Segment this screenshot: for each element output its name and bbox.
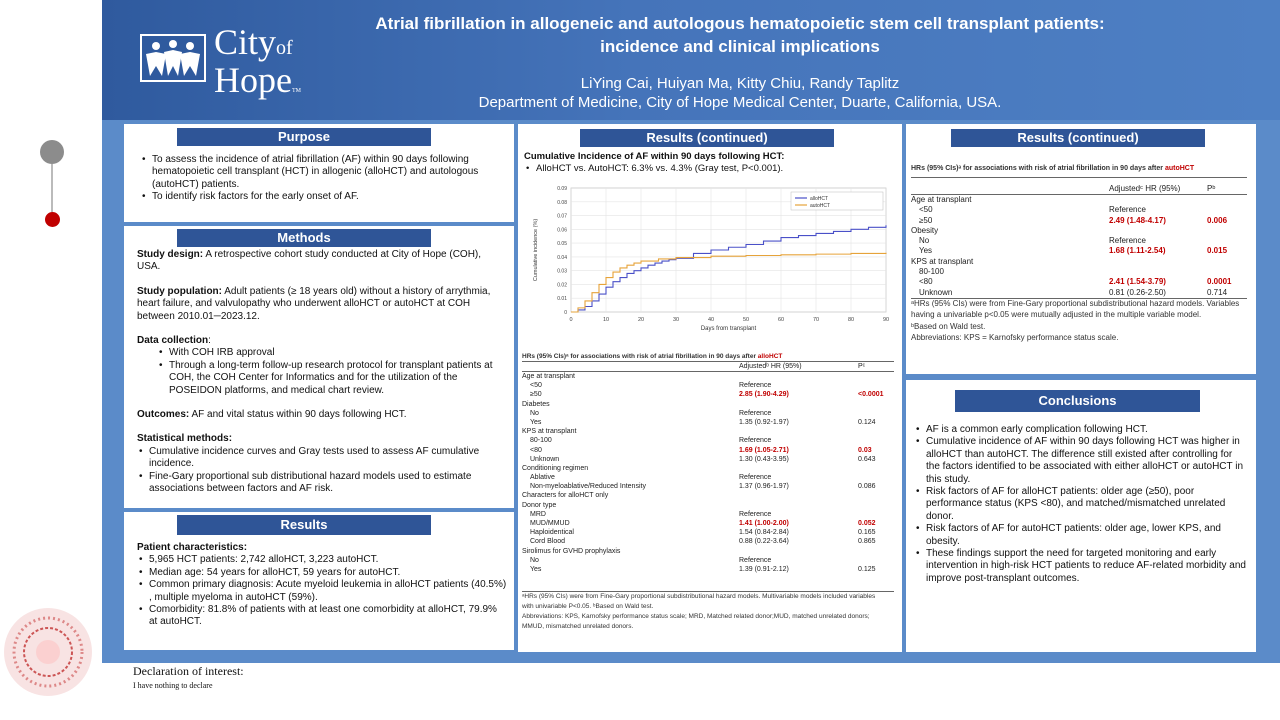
table-row xyxy=(522,436,894,445)
alloHCT-table-header xyxy=(522,362,894,371)
row-hr: 1.54 (0.84-2.84) xyxy=(739,529,789,537)
table-row xyxy=(522,537,894,546)
row-label: KPS at transplant xyxy=(911,256,974,266)
row-p: 0.714 xyxy=(1207,287,1228,297)
table-rule xyxy=(911,177,1247,178)
table-row xyxy=(911,216,1247,226)
row-label: ≥50 xyxy=(530,391,542,399)
row-hr: Reference xyxy=(1109,205,1146,215)
chart-bullet: • AlloHCT vs. AutoHCT: 6.3% vs. 4.3% (Gray test, P<0.001). xyxy=(524,163,898,175)
table-row xyxy=(911,277,1247,287)
legend-box xyxy=(791,192,883,210)
results-continued-heading-1: Results (continued) xyxy=(580,129,834,147)
alloHCT-table xyxy=(522,372,894,574)
study-design-text: A retrospective cohort study conducted at City of Hope (COH), USA. xyxy=(137,249,482,273)
row-label: Yes xyxy=(530,565,542,573)
table-row xyxy=(522,556,894,565)
conclusions-text xyxy=(914,424,1248,585)
row-label: Yes xyxy=(530,418,542,426)
autoHCT-footnote-3: Abbreviations: KPS = Karnofsky performance status scale. xyxy=(911,333,1119,342)
x-tick-label: 30 xyxy=(672,317,680,323)
row-label: MRD xyxy=(530,510,546,518)
conclusions-list xyxy=(914,424,1248,585)
row-hr: 1.30 (0.43-3.95) xyxy=(739,455,789,463)
table-row xyxy=(911,288,1247,298)
data-collection-label: Data collection xyxy=(137,335,209,347)
table-row xyxy=(522,491,894,500)
list-item: • Cumulative incidence of AF within 90 days following HCT was higher in alloHCT than autoHCT. The difference still existed after controlling for the factors identified to be associated with either alloHCT or autoHCT in this study. xyxy=(914,436,1248,486)
row-p: 0.006 xyxy=(1207,215,1228,225)
alloHCT-table-title-highlight: alloHCT xyxy=(757,353,783,360)
red-dot xyxy=(45,212,60,227)
cumulative-incidence-chart xyxy=(521,180,899,348)
autoHCT-table-title-text: HRs (95% CIs)ᵃ for associations with risk of atrial fibrillation in 90 days after xyxy=(911,165,1165,172)
autoHCT-footnote-2: ᵇBased on Wald test. xyxy=(911,322,986,331)
table-row xyxy=(522,565,894,574)
row-hr: Reference xyxy=(739,510,772,518)
y-tick-label: 0.09 xyxy=(557,186,567,192)
row-p: 0.643 xyxy=(858,455,876,463)
outcomes-text: AF and vital status within 90 days following HCT. xyxy=(189,409,407,421)
row-label: Sirolimus for GVHD prophylaxis xyxy=(522,547,621,555)
list-item: • Cumulative incidence curves and Gray tests used to assess AF cumulative incidence. xyxy=(137,446,505,471)
y-tick-label: 0.01 xyxy=(557,296,567,303)
y-tick-label: 0.08 xyxy=(557,199,567,206)
y-tick-label: 0.06 xyxy=(557,227,567,234)
alloHCT-col-hr: Adjustedᵇ HR (95%) xyxy=(739,363,802,370)
row-label: MUD/MMUD xyxy=(530,520,570,527)
methods-heading: Methods xyxy=(177,229,431,247)
purpose-list xyxy=(140,154,504,204)
list-item: • These findings support the need for targeted monitoring and early intervention in high-risk HCT patients to reduce AF-related morbidity and improve post-transplant outcomes. xyxy=(914,548,1248,585)
purpose-text xyxy=(140,154,504,204)
table-row xyxy=(911,267,1247,277)
row-label: Obesity xyxy=(911,225,939,235)
autoHCT-footnote-1: ᵃHRs (95% CIs) were from Fine-Gary proportional subdistributional hazard models. Variables having a univariable p<0.05 were mutually adjusted in the multiple variable model. xyxy=(911,299,1240,319)
list-item: • Through a long-term follow-up research protocol for transplant patients at COH, the COH Center for Informatics and for the utilization of the POSEIDON platforms, and medical chart review. xyxy=(137,360,505,397)
study-design-label: Study design: xyxy=(137,249,204,260)
row-p: 0.165 xyxy=(858,529,876,537)
legend-label: autoHCT xyxy=(810,203,831,209)
row-label: Unknown xyxy=(919,287,953,297)
alloHCT-table-title-text: HRs (95% CIs)ᵃ for associations with risk of atrial fibrillation in 90 days after xyxy=(522,353,758,360)
row-hr: 1.69 (1.05-2.71) xyxy=(739,446,789,454)
row-label: ≥50 xyxy=(919,215,933,225)
table-row xyxy=(522,400,894,409)
row-label: <80 xyxy=(530,446,542,454)
row-label: Characters for alloHCT only xyxy=(522,492,609,500)
row-p: 0.03 xyxy=(858,446,872,454)
x-tick-label: 70 xyxy=(812,317,820,323)
flower-decoration xyxy=(0,600,102,700)
results-list xyxy=(137,554,507,628)
patient-characteristics-label: Patient characteristics: xyxy=(137,542,248,553)
row-hr: 1.41 (1.00-2.00) xyxy=(739,520,789,527)
row-hr: 2.41 (1.54-3.79) xyxy=(1109,277,1166,287)
statistical-methods-label: Statistical methods: xyxy=(137,433,233,445)
table-row xyxy=(911,236,1247,246)
list-item: • 5,965 HCT patients: 2,742 alloHCT, 3,223 autoHCT. xyxy=(137,554,507,566)
row-label: Diabetes xyxy=(522,400,550,408)
autoHCT-table-title xyxy=(911,164,1251,174)
table-row xyxy=(522,390,894,399)
row-label: <50 xyxy=(919,205,933,215)
alloHCT-footnote-2: Abbreviations: KPS, Karnofsky performance status scale; MRD, Matched related donor;MUD, matched unrelated donors; MMUD, mismatched unrelated donors. xyxy=(522,613,870,630)
row-label: KPS at transplant xyxy=(522,428,577,436)
table-row xyxy=(911,205,1247,215)
chart-heading xyxy=(524,151,898,174)
row-p: 0.125 xyxy=(858,565,876,573)
table-row xyxy=(522,473,894,482)
y-tick-label: 0 xyxy=(564,310,567,316)
y-tick-label: 0.02 xyxy=(557,282,567,289)
x-tick-label: 10 xyxy=(602,317,610,323)
outcomes-label: Outcomes: xyxy=(137,409,190,421)
poster-title-line1: Atrial fibrillation in allogeneic and autologous hematopoietic stem cell transplant patients: xyxy=(375,14,1105,33)
autoHCT-table xyxy=(911,195,1247,298)
row-label: 80-100 xyxy=(919,267,944,277)
poster-footer xyxy=(102,663,1280,720)
row-hr: Reference xyxy=(739,409,772,417)
table-row xyxy=(522,510,894,519)
affiliation: Department of Medicine, City of Hope Medical Center, Duarte, California, USA. xyxy=(478,94,1002,111)
list-item: • To identify risk factors for the early onset of AF. xyxy=(140,191,504,203)
row-label: Age at transplant xyxy=(522,373,575,380)
row-hr: Reference xyxy=(739,556,772,564)
row-label: Unknown xyxy=(530,455,560,463)
y-tick-label: 0.04 xyxy=(557,254,567,261)
table-row xyxy=(522,455,894,464)
left-sidebar xyxy=(0,0,102,720)
alloHCT-col-p: Pᶜ xyxy=(858,363,866,370)
row-p: 0.015 xyxy=(1207,246,1228,256)
x-tick-label: 20 xyxy=(637,317,645,323)
table-row xyxy=(522,427,894,436)
statistical-methods-list xyxy=(137,446,505,496)
table-row xyxy=(522,501,894,510)
autoHCT-col-p: Pᵇ xyxy=(1207,184,1216,193)
table-row xyxy=(522,446,894,455)
poster-title-line2: incidence and clinical implications xyxy=(600,37,880,56)
row-hr: 0.88 (0.22-3.64) xyxy=(739,538,789,546)
table-row xyxy=(522,372,894,381)
row-hr: 2.85 (1.90-4.29) xyxy=(739,391,789,399)
y-tick-label: 0.03 xyxy=(557,268,567,275)
row-label: Ablative xyxy=(530,474,555,482)
alloHCT-footnote-1: ᵃHRs (95% CIs) were from Fine-Gary proportional subdistributional hazard models. Multivariable models included variables with univariable P<0.05. ᵇBased on Wald test. xyxy=(522,593,876,610)
table-row xyxy=(522,418,894,427)
x-tick-label: 50 xyxy=(742,317,750,323)
table-row xyxy=(911,246,1247,256)
row-label: Cord Blood xyxy=(530,538,566,546)
data-collection-list xyxy=(137,347,505,397)
list-item: • To assess the incidence of atrial fibrillation (AF) within 90 days following hematopoietic cell transplant (HCT) in allogenic (alloHCT) and autologous (autoHCT) patients. xyxy=(140,154,504,191)
x-tick-label: 60 xyxy=(777,317,785,323)
row-p: <0.0001 xyxy=(858,391,884,399)
x-tick-label: 80 xyxy=(847,317,855,323)
autoHCT-col-hr: Adjustedᶜ HR (95%) xyxy=(1109,184,1181,193)
gray-dot xyxy=(40,140,64,164)
row-label: Yes xyxy=(919,246,933,256)
row-hr: Reference xyxy=(739,382,772,390)
results-heading: Results xyxy=(177,515,431,535)
table-row xyxy=(522,381,894,390)
list-item: • Fine-Gary proportional sub distributional hazard models used to estimate associations between factors and AF risk. xyxy=(137,471,505,496)
row-p: 0.086 xyxy=(858,483,876,491)
autoHCT-table-title-highlight: autoHCT xyxy=(1164,165,1195,172)
row-label: No xyxy=(530,409,539,417)
results-text xyxy=(137,542,507,629)
row-p: 0.865 xyxy=(858,538,876,546)
table-row xyxy=(522,464,894,473)
row-hr: Reference xyxy=(739,437,772,445)
row-label: Conditioning regimen xyxy=(522,464,589,472)
table-row xyxy=(911,195,1247,205)
y-tick-label: 0.07 xyxy=(557,213,567,220)
list-item: • Risk factors of AF for alloHCT patients: older age (≥50), poor performance status (KPS <80), and matched/mismatched unrelated donor. xyxy=(914,486,1248,523)
study-population-text: Adult patients (≥ 18 years old) without a history of arrythmia, heart failure, and valvulopathy who underwent alloHCT or autoHCT at COH between 2010.01─2023.12. xyxy=(137,285,491,322)
row-hr: 1.39 (0.91-2.12) xyxy=(739,565,789,573)
table-row xyxy=(522,409,894,418)
row-hr: Reference xyxy=(739,474,772,482)
row-label: <80 xyxy=(919,277,933,287)
list-item: • With COH IRB approval xyxy=(137,347,505,359)
results-continued-heading-2: Results (continued) xyxy=(951,129,1205,147)
row-hr: Reference xyxy=(1109,236,1146,246)
list-item: • Comorbidity: 81.8% of patients with at least one comorbidity at alloHCT, 79.9% at autoHCT. xyxy=(137,604,507,629)
row-hr: 1.68 (1.11-2.54) xyxy=(1109,246,1166,256)
legend-label: alloHCT xyxy=(810,196,829,202)
row-label: Donor type xyxy=(522,501,557,509)
y-axis-label: Cumulative incidence (%) xyxy=(533,218,539,282)
row-label: <50 xyxy=(530,382,542,390)
y-tick-label: 0.05 xyxy=(557,241,567,248)
row-label: Non-myeloablative/Reduced Intensity xyxy=(530,483,646,491)
row-p: 0.052 xyxy=(858,520,876,527)
autoHCT-table-header xyxy=(911,184,1247,194)
table-row xyxy=(911,226,1247,236)
list-item: • AF is a common early complication following HCT. xyxy=(914,424,1248,436)
table-row xyxy=(522,528,894,537)
row-p: 0.0001 xyxy=(1207,277,1232,287)
declaration-heading: Declaration of interest: xyxy=(133,664,244,678)
connector-line xyxy=(51,164,53,212)
row-hr: 1.37 (0.96-1.97) xyxy=(739,483,789,491)
row-label: No xyxy=(919,236,930,246)
row-label: Haploidentical xyxy=(530,529,574,537)
authors: LiYing Cai, Huiyan Ma, Kitty Chiu, Randy Taplitz xyxy=(580,75,900,92)
methods-text xyxy=(137,249,505,496)
row-label: Age at transplant xyxy=(911,195,972,204)
declaration-text: I have nothing to declare xyxy=(133,681,213,690)
row-label: No xyxy=(530,556,539,564)
list-item: • Median age: 54 years for alloHCT, 59 years for autoHCT. xyxy=(137,567,507,579)
list-item: • Common primary diagnosis: Acute myeloid leukemia in alloHCT patients (40.5%) , multiple myeloma in autoHCT (59%). xyxy=(137,579,507,604)
x-tick-label: 40 xyxy=(707,317,715,323)
city-of-hope-logo-icon xyxy=(140,34,206,82)
table-row xyxy=(911,257,1247,267)
row-hr: 0.81 (0.26-2.50) xyxy=(1109,287,1166,297)
x-tick-label: 0 xyxy=(569,317,573,323)
chart-heading-text: Cumulative Incidence of AF within 90 days following HCT: xyxy=(524,151,785,162)
row-label: 80-100 xyxy=(530,437,552,445)
list-item: • Risk factors of AF for autoHCT patients: older age, lower KPS, and obesity. xyxy=(914,523,1248,548)
conclusions-heading: Conclusions xyxy=(955,390,1200,412)
study-population-label: Study population: xyxy=(137,285,222,297)
row-hr: 2.49 (1.48-4.17) xyxy=(1109,215,1166,225)
table-row xyxy=(522,519,894,528)
purpose-heading: Purpose xyxy=(177,128,431,146)
row-p: 0.124 xyxy=(858,418,876,426)
logo-wordmark: Cityof HopeTM xyxy=(214,22,301,100)
table-row xyxy=(522,547,894,556)
data-collection-colon: : xyxy=(208,335,211,347)
x-tick-label: 90 xyxy=(882,317,890,323)
table-row xyxy=(522,482,894,491)
x-axis-label: Days from transplant xyxy=(700,326,757,332)
row-hr: 1.35 (0.92-1.97) xyxy=(739,418,789,426)
